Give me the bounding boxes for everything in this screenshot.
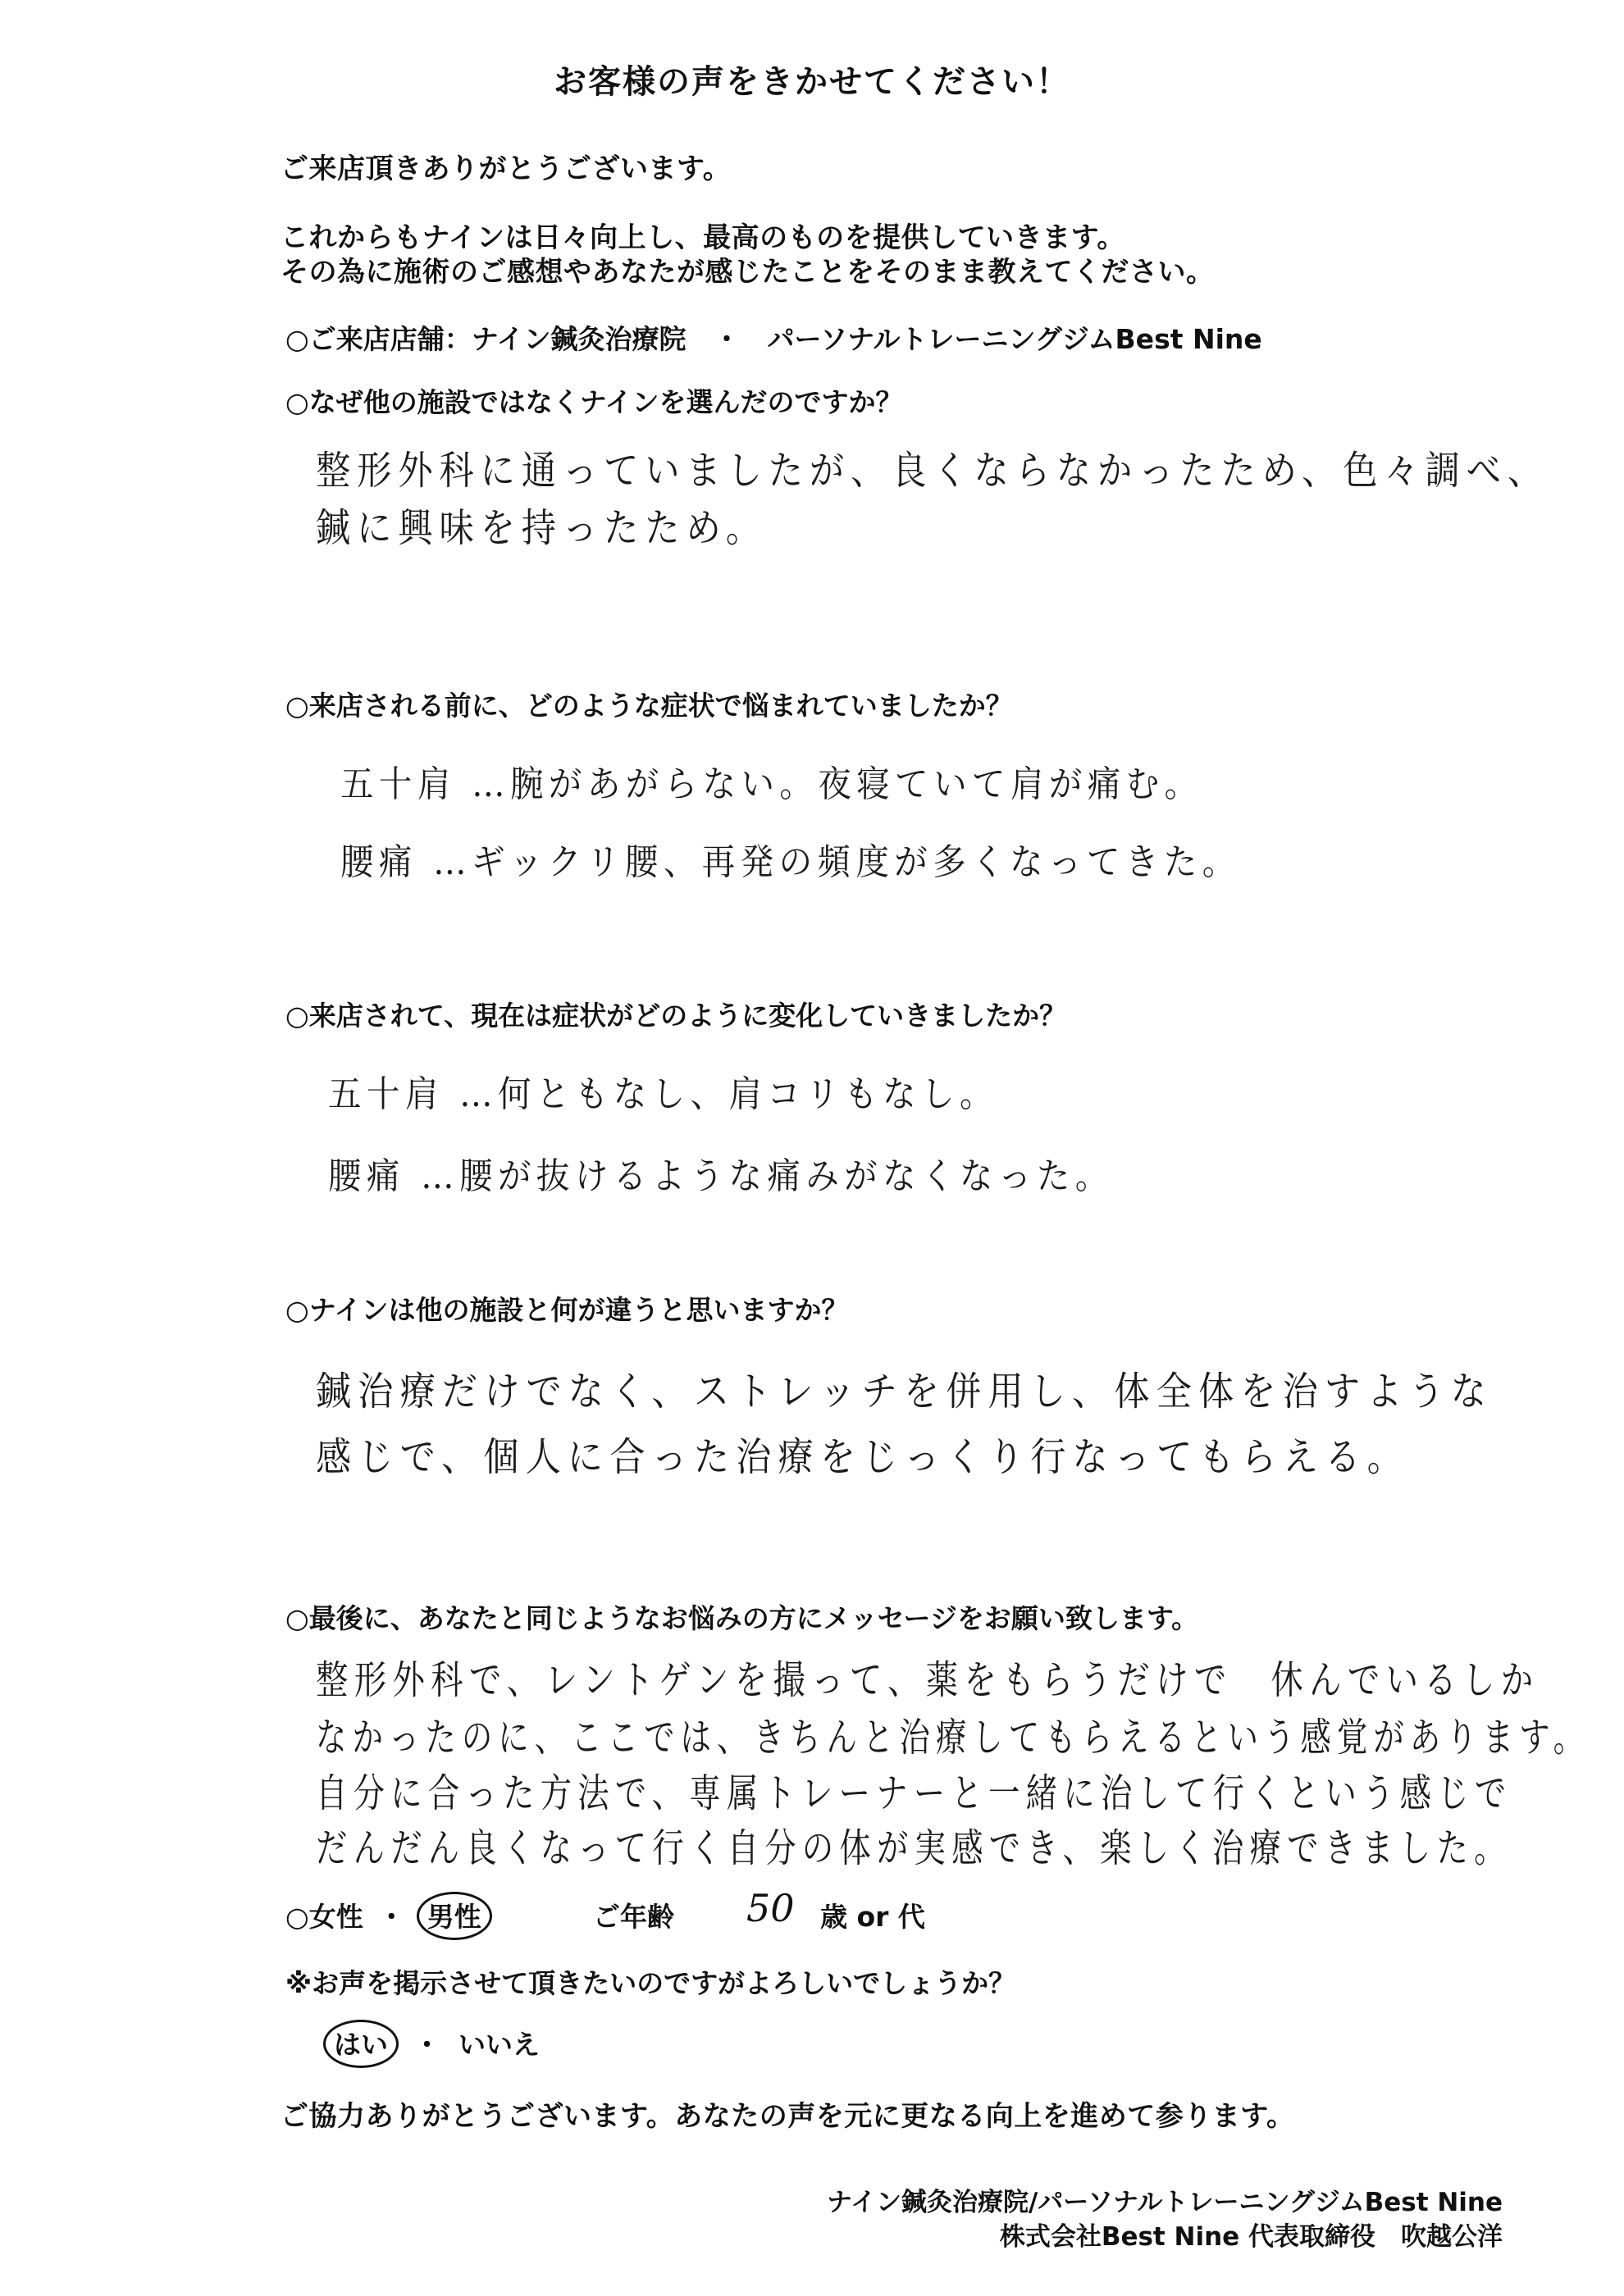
gender-row (285, 1896, 489, 1935)
question-4-answer-line-1: 鍼治療だけでなく、ストレッチを併用し、体全体を治すような (316, 1369, 1494, 1414)
question-3-answer-line-1: 五十肩 …何ともなし、肩コリもなし。 (328, 1073, 998, 1115)
question-4-answer-line-2: 感じで、個人に合った治療をじっくり行なってもらえる。 (316, 1434, 1409, 1480)
intro-line-2: その為に施術のご感想やあなたが感じたことをそのまま教えてください。 (281, 256, 1215, 289)
closing-message: ご協力ありがとうございます。あなたの声を元に更なる向上を進めて参ります。 (281, 2100, 1295, 2133)
question-1-label: ○なぜ他の施設ではなくナインを選んだのですか？ (285, 386, 903, 418)
age-suffix: 歳 or 代 (820, 1901, 925, 1933)
permission-options (326, 2024, 540, 2063)
store-line: ○ご来店店舗：ナイン鍼灸治療院 ・ パーソナルトレーニングジムBest Nine (285, 323, 1262, 355)
question-1-answer-line-1: 整形外科に通っていましたが、良くならなかったため、色々調べ、 (316, 448, 1549, 494)
question-4-label: ○ナインは他の施設と何が違うと思いますか？ (285, 1294, 849, 1326)
gender-separator: ・ (377, 1901, 405, 1933)
footer-line-1: ナイン鍼灸治療院/パーソナルトレーニングジムBest Nine (827, 2188, 1503, 2217)
permission-separator: ・ (413, 2029, 440, 2061)
greeting: ご来店頂きありがとうございます。 (281, 153, 732, 185)
question-2-label: ○来店される前に、どのような症状で悩まれていましたか？ (285, 690, 1013, 722)
question-5-label: ○最後に、あなたと同じようなお悩みの方にメッセージをお願い致します。 (285, 1602, 1199, 1634)
question-2-answer-line-2: 腰痛 …ギックリ腰、再発の頻度が多くなってきた。 (340, 841, 1241, 883)
gender-prefix: ○ (285, 1901, 309, 1933)
question-5-answer-line-1: 整形外科で、レントゲンを撮って、薬をもらうだけで 休んでいるしか (316, 1657, 1540, 1703)
footer-line-2: 株式会社Best Nine 代表取締役 吹越公洋 (999, 2222, 1503, 2252)
gender-option-female[interactable]: 女性 (308, 1901, 363, 1933)
question-5-answer-line-3: 自分に合った方法で、専属トレーナーと一緒に治して行くという感じで (316, 1770, 1512, 1816)
question-2-answer-line-1: 五十肩 …腕があがらない。夜寝ていて肩が痛む。 (340, 763, 1203, 805)
question-3-answer-line-2: 腰痛 …腰が抜けるような痛みがなくなった。 (328, 1155, 1114, 1197)
gender-option-male-selected[interactable]: 男性 (417, 1892, 492, 1940)
intro-line-1: これからもナインは日々向上し、最高のものを提供していきます。 (281, 221, 1125, 254)
permission-option-yes-selected[interactable]: はい (323, 2020, 399, 2068)
question-3-label: ○来店されて、現在は症状がどのように変化していきましたか？ (285, 1000, 1067, 1032)
question-5-answer-line-2: なかったのに、ここでは、きちんと治療してもらえるという感覚があります。 (316, 1715, 1590, 1761)
permission-question: ※お声を掲示させて頂きたいのですがよろしいでしょうか？ (285, 1967, 1016, 1999)
age-value[interactable]: 50 (746, 1886, 795, 1930)
question-5-answer-line-4: だんだん良くなって行く自分の体が実感でき、楽しく治療できました。 (316, 1825, 1512, 1871)
age-label: ご年齢 (593, 1901, 674, 1933)
question-1-answer-line-2: 鍼に興味を持ったため。 (316, 505, 768, 551)
permission-option-no[interactable]: いいえ (458, 2029, 540, 2061)
page-title: お客様の声をきかせてください！ (554, 63, 1070, 101)
